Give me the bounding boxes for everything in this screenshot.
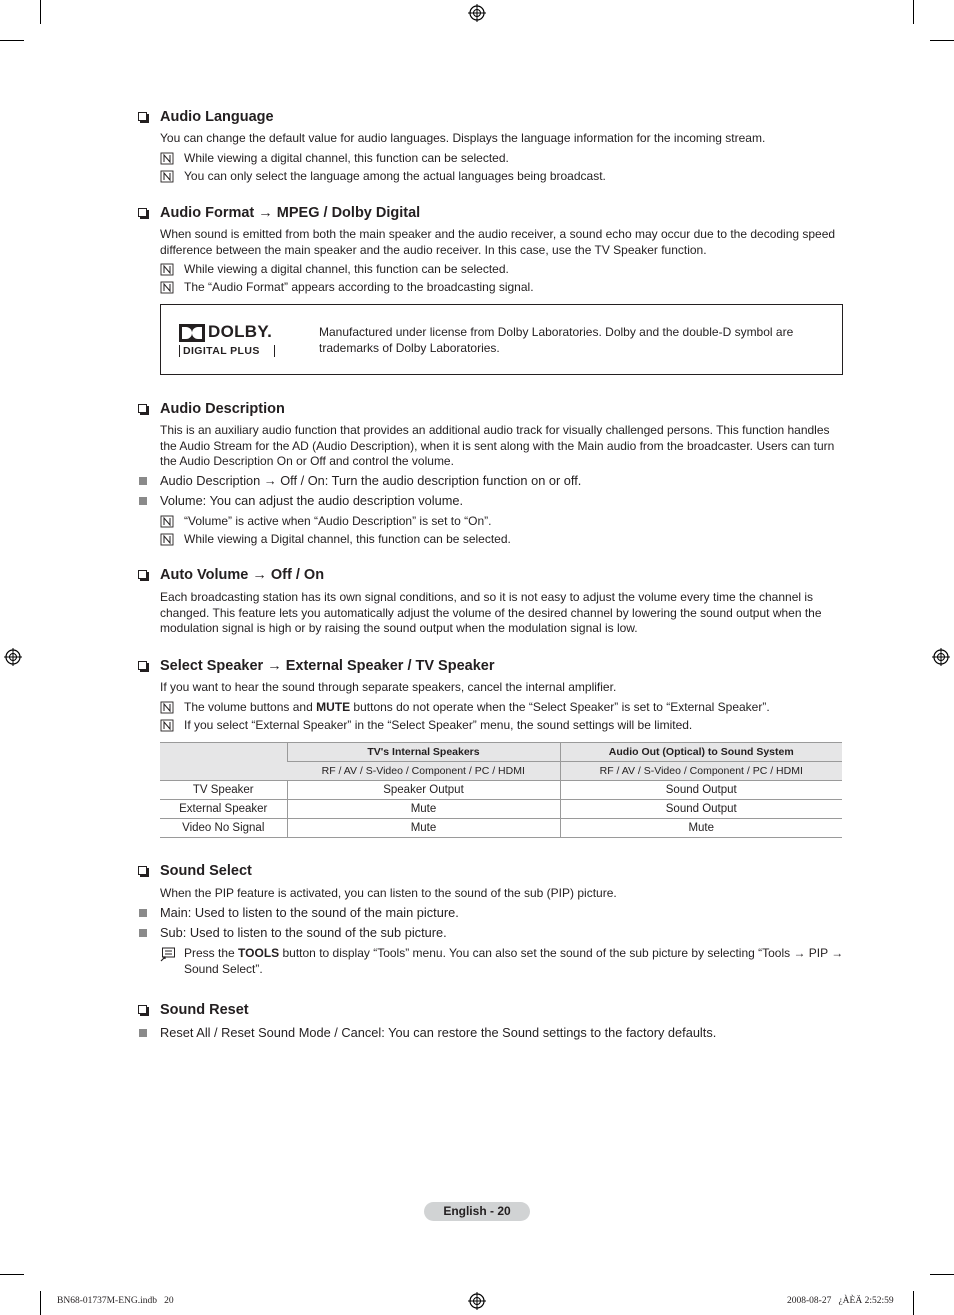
crop-mark xyxy=(930,1274,954,1275)
tools-icon xyxy=(160,947,176,962)
registration-mark-icon xyxy=(932,648,950,666)
section-title-audio-description: Audio Description xyxy=(160,401,285,417)
table-col-header: TV's Internal Speakers xyxy=(287,743,560,762)
registration-mark-icon xyxy=(468,1292,486,1310)
page-number-badge: English - 20 xyxy=(424,1202,530,1221)
note-text: If you select “External Speaker” in the “Select Speaker” menu, the sound settings will be limited. xyxy=(184,718,693,732)
table-cell: Mute xyxy=(287,800,560,819)
speaker-output-table xyxy=(160,742,842,838)
registration-mark-icon xyxy=(4,648,22,666)
dolby-double-d-icon xyxy=(179,324,205,342)
audio-language-desc: You can change the default value for audio languages. Displays the language information for the incoming stream. xyxy=(160,131,766,145)
section-title-auto-volume: Auto Volume → Off / On xyxy=(160,567,325,583)
dolby-logo-rule xyxy=(179,345,180,357)
square-bullet-icon xyxy=(139,1029,147,1037)
note-icon xyxy=(160,152,174,165)
table-corner-cell xyxy=(160,743,287,781)
audio-format-desc: When sound is emitted from both the main speaker and the audio receiver, a sound echo may occur due to the decoding speed difference between the main speaker and the audio receiver. In this case, use the TV Speaker function. xyxy=(160,227,836,257)
table-cell: Mute xyxy=(287,819,560,838)
note-icon xyxy=(160,170,174,183)
checkbox-bullet-icon xyxy=(138,661,147,670)
dolby-license-box xyxy=(160,304,843,375)
section-title-sound-select: Sound Select xyxy=(160,863,252,879)
table-sub-header: RF / AV / S-Video / Component / PC / HDMI xyxy=(560,762,842,781)
print-slug-left: BN68-01737M-ENG.indb 20 xyxy=(57,1296,174,1306)
section-title-sound-reset: Sound Reset xyxy=(160,1002,249,1018)
note-icon xyxy=(160,701,174,714)
sound-select-desc: When the PIP feature is activated, you can listen to the sound of the sub (PIP) picture. xyxy=(160,886,617,900)
bullet-text: Main: Used to listen to the sound of the main picture. xyxy=(160,905,459,920)
crop-mark xyxy=(913,0,914,24)
dolby-logo xyxy=(179,323,279,359)
print-slug-right: 2008-08-27 ¿ÀÈÄ 2:52:59 xyxy=(787,1296,894,1306)
crop-mark xyxy=(0,1274,24,1275)
section-title-audio-format: Audio Format → MPEG / Dolby Digital xyxy=(160,205,421,221)
table-col-header: Audio Out (Optical) to Sound System xyxy=(560,743,842,762)
checkbox-bullet-icon xyxy=(138,112,147,121)
square-bullet-icon xyxy=(139,909,147,917)
note-text: The volume buttons and MUTE buttons do not operate when the “Select Speaker” is set to “External Speaker”. xyxy=(184,700,770,714)
bullet-text: Sub: Used to listen to the sound of the sub picture. xyxy=(160,925,447,940)
dolby-license-text: Manufactured under license from Dolby Laboratories. Dolby and the double-D symbol are trademarks of Dolby Laboratories. xyxy=(319,325,794,355)
tools-note-text: Press the TOOLS button to display “Tools” menu. You can also set the sound of the sub picture by selecting “Tools → PIP → Sound Select”. xyxy=(184,946,844,976)
dolby-digital-plus: DIGITAL PLUS xyxy=(183,345,260,357)
square-bullet-icon xyxy=(139,477,147,485)
crop-mark xyxy=(40,1291,41,1315)
table-cell: External Speaker xyxy=(160,800,287,819)
dolby-logo-rule xyxy=(274,345,275,357)
table-cell: Sound Output xyxy=(560,781,842,800)
table-sub-header: RF / AV / S-Video / Component / PC / HDMI xyxy=(287,762,560,781)
tools-keyword: TOOLS xyxy=(238,946,280,960)
checkbox-bullet-icon xyxy=(138,570,147,579)
table-row xyxy=(160,800,842,819)
table-cell: Mute xyxy=(560,819,842,838)
note-text: “Volume” is active when “Audio Description” is set to “On”. xyxy=(184,514,492,528)
note-icon xyxy=(160,515,174,528)
section-title-select-speaker: Select Speaker → External Speaker / TV Speaker xyxy=(160,658,495,674)
table-cell: Sound Output xyxy=(560,800,842,819)
note-icon xyxy=(160,719,174,732)
crop-mark xyxy=(0,40,24,41)
bullet-text: Reset All / Reset Sound Mode / Cancel: You can restore the Sound settings to the factory defaults. xyxy=(160,1025,717,1040)
dolby-word: DOLBY. xyxy=(208,322,273,341)
note-text: While viewing a digital channel, this function can be selected. xyxy=(184,262,509,276)
note-icon xyxy=(160,263,174,276)
note-icon xyxy=(160,533,174,546)
checkbox-bullet-icon xyxy=(138,208,147,217)
bullet-text: Audio Description → Off / On: Turn the audio description function on or off. xyxy=(160,473,582,488)
table-cell: TV Speaker xyxy=(160,781,287,800)
registration-mark-icon xyxy=(468,4,486,22)
note-icon xyxy=(160,281,174,294)
table-row xyxy=(160,819,842,838)
square-bullet-icon xyxy=(139,929,147,937)
section-title-audio-language: Audio Language xyxy=(160,109,274,125)
crop-mark xyxy=(40,0,41,24)
note-text: You can only select the language among the actual languages being broadcast. xyxy=(184,169,606,183)
table-cell: Video No Signal xyxy=(160,819,287,838)
crop-mark xyxy=(930,40,954,41)
crop-mark xyxy=(913,1291,914,1315)
table-cell: Speaker Output xyxy=(287,781,560,800)
note-text: While viewing a Digital channel, this function can be selected. xyxy=(184,532,511,546)
square-bullet-icon xyxy=(139,497,147,505)
table-row xyxy=(160,781,842,800)
auto-volume-desc: Each broadcasting station has its own signal conditions, and so it is not easy to adjust the volume every time the channel is changed. This feature lets you automatically adjust the volume of the desired channel by lowering the sound output when the modulation signal is high or by raising the sound output when the modulation signal is low. xyxy=(160,590,822,635)
note-text: The “Audio Format” appears according to the broadcasting signal. xyxy=(184,280,534,294)
mute-keyword: MUTE xyxy=(316,700,351,714)
checkbox-bullet-icon xyxy=(138,404,147,413)
note-text: While viewing a digital channel, this function can be selected. xyxy=(184,151,509,165)
checkbox-bullet-icon xyxy=(138,866,147,875)
checkbox-bullet-icon xyxy=(138,1005,147,1014)
bullet-text: Volume: You can adjust the audio description volume. xyxy=(160,493,464,508)
audio-description-desc: This is an auxiliary audio function that provides an additional audio track for visually challenged persons. This function handles the Audio Stream for the AD (Audio Description), when it is sent along with the Main audio from the broadcaster. Users can turn the Audio Description On or Off and control the volume. xyxy=(160,423,835,468)
select-speaker-desc: If you want to hear the sound through separate speakers, cancel the internal amplifier. xyxy=(160,680,617,694)
